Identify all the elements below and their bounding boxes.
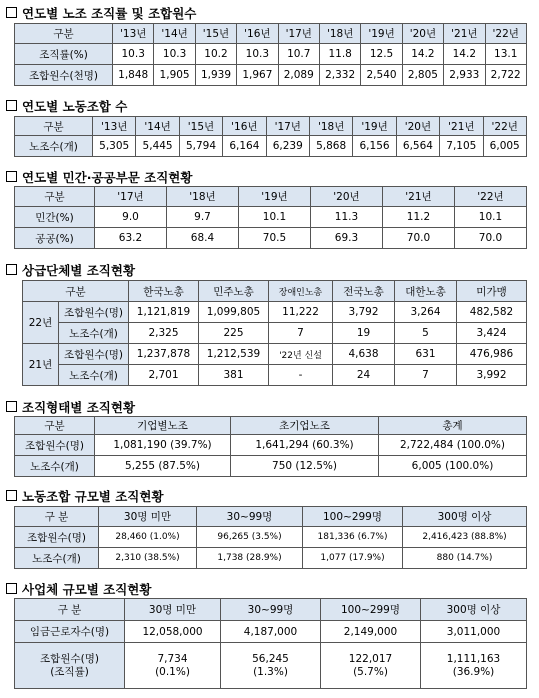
checkbox-square-icon — [6, 100, 17, 111]
header-cell: 대한노총 — [395, 281, 457, 302]
row-label: 노조수(개) — [59, 365, 129, 386]
table-cell: 1,905 — [154, 65, 195, 86]
table-cell: 2,722,484 (100.0%) — [379, 435, 527, 456]
table-cell: 5,255 (87.5%) — [95, 456, 231, 477]
table-cell: 11.8 — [319, 44, 360, 65]
header-cell: 30~99명 — [221, 599, 321, 621]
table-cell: 1,111,163 (36.9%) — [421, 643, 527, 689]
table-cell: 11,222 — [269, 302, 333, 323]
header-cell: '17년 — [95, 187, 167, 207]
table-cell: 5,868 — [309, 136, 352, 157]
header-cell: '13년 — [93, 117, 136, 136]
table-cell: 14.2 — [402, 44, 443, 65]
row-label: 조합원수(명) — [15, 435, 95, 456]
table-row — [15, 621, 527, 643]
table-cell: 5,305 — [93, 136, 136, 157]
table-row — [15, 643, 527, 689]
table-header-row — [15, 117, 527, 136]
table-cell: 2,933 — [444, 65, 485, 86]
table-row — [23, 302, 527, 323]
table-cell: 225 — [199, 323, 269, 344]
table-cell: 2,540 — [361, 65, 402, 86]
table-cell: 1,077 (17.9%) — [303, 548, 403, 569]
table-cell: 12,058,000 — [125, 621, 221, 643]
header-cell: '16년 — [223, 117, 266, 136]
table-header-row — [15, 24, 527, 44]
table-cell: 14.2 — [444, 44, 485, 65]
table-cell: 11.2 — [383, 207, 455, 228]
header-cell: '22년 — [455, 187, 527, 207]
table-row — [15, 65, 527, 86]
header-cell: 민주노총 — [199, 281, 269, 302]
table-cell: 6,564 — [396, 136, 439, 157]
table-cell: 1,237,878 — [129, 344, 199, 365]
row-label: 조합원수(명) — [59, 344, 129, 365]
table-cell: 2,310 (38.5%) — [99, 548, 197, 569]
row-label: 조직률(%) — [15, 44, 113, 65]
header-cell: 초기업노조 — [231, 417, 379, 435]
table-cell: 2,805 — [402, 65, 443, 86]
table-cell: 9.0 — [95, 207, 167, 228]
header-cell: '20년 — [402, 24, 443, 44]
row-label: 민간(%) — [15, 207, 95, 228]
table-cell: 24 — [333, 365, 395, 386]
header-cell: '18년 — [319, 24, 360, 44]
table-cell: 63.2 — [95, 228, 167, 249]
header-cell: 기업별노조 — [95, 417, 231, 435]
header-cell: 구 분 — [15, 507, 99, 527]
header-cell: 장애인노총 — [269, 281, 333, 302]
table-cell: 6,164 — [223, 136, 266, 157]
table-cell: 880 (14.7%) — [403, 548, 527, 569]
table-row — [15, 548, 527, 569]
section-title-union-count: 연도별 노동조합 수 — [6, 97, 127, 115]
table-federation — [22, 280, 527, 386]
table-row — [23, 323, 527, 344]
header-cell: 구분 — [23, 281, 129, 302]
table-cell: 70.0 — [455, 228, 527, 249]
header-cell: 총계 — [379, 417, 527, 435]
table-cell: 1,641,294 (60.3%) — [231, 435, 379, 456]
header-cell: '22년 — [485, 24, 526, 44]
table-cell: 3,992 — [457, 365, 527, 386]
table-cell: 10.1 — [239, 207, 311, 228]
header-cell: 300명 이상 — [403, 507, 527, 527]
table-cell: 631 — [395, 344, 457, 365]
table-row — [15, 456, 527, 477]
row-label: 조합원수(명) (조직률) — [15, 643, 125, 689]
table-cell: 56,245 (1.3%) — [221, 643, 321, 689]
table-cell: 122,017 (5.7%) — [321, 643, 421, 689]
header-cell: '13년 — [113, 24, 154, 44]
table-cell: 7,105 — [440, 136, 483, 157]
table-row — [15, 136, 527, 157]
section-title-org-type: 조직형태별 조직현황 — [6, 398, 135, 416]
table-cell: 6,005 — [483, 136, 526, 157]
header-cell: 미가맹 — [457, 281, 527, 302]
header-cell: 전국노총 — [333, 281, 395, 302]
table-cell: 9.7 — [167, 207, 239, 228]
section-title-workplace-size: 사업체 규모별 조직현황 — [6, 580, 151, 598]
table-cell: 3,264 — [395, 302, 457, 323]
table-cell: 70.5 — [239, 228, 311, 249]
table-cell: 10.2 — [195, 44, 236, 65]
table-row — [15, 435, 527, 456]
table-row — [15, 44, 527, 65]
table-cell: 2,089 — [278, 65, 319, 86]
table-cell: 1,848 — [113, 65, 154, 86]
table-cell: 28,460 (1.0%) — [99, 527, 197, 548]
table-cell: 1,967 — [237, 65, 278, 86]
table-cell: 3,011,000 — [421, 621, 527, 643]
header-cell: 구 분 — [15, 599, 125, 621]
header-cell: '18년 — [309, 117, 352, 136]
table-cell: 2,701 — [129, 365, 199, 386]
table-cell: 4,187,000 — [221, 621, 321, 643]
row-label: 노조수(개) — [15, 548, 99, 569]
table-cell: 2,332 — [319, 65, 360, 86]
table-cell: 10.3 — [237, 44, 278, 65]
row-label: 노조수(개) — [59, 323, 129, 344]
header-cell: '19년 — [239, 187, 311, 207]
header-cell: '14년 — [154, 24, 195, 44]
table-cell: 5,794 — [179, 136, 222, 157]
header-cell: '15년 — [179, 117, 222, 136]
year-label-22: 22년 — [23, 302, 59, 344]
header-cell: '18년 — [167, 187, 239, 207]
section-title-union-rate: 연도별 노조 조직률 및 조합원수 — [6, 4, 196, 22]
checkbox-square-icon — [6, 7, 17, 18]
table-cell: 6,156 — [353, 136, 396, 157]
table-cell: 1,939 — [195, 65, 236, 86]
table-cell: 1,121,819 — [129, 302, 199, 323]
header-cell: 구분 — [15, 24, 113, 44]
table-row — [23, 365, 527, 386]
checkbox-square-icon — [6, 583, 17, 594]
table-row — [23, 344, 527, 365]
row-label: 조합원수(명) — [15, 527, 99, 548]
row-label: 조합원수(명) — [59, 302, 129, 323]
checkbox-square-icon — [6, 490, 17, 501]
checkbox-square-icon — [6, 171, 17, 182]
table-union-rate — [14, 23, 527, 86]
table-cell: 69.3 — [311, 228, 383, 249]
header-cell: 100~299명 — [303, 507, 403, 527]
table-cell: 96,265 (3.5%) — [197, 527, 303, 548]
table-cell: 750 (12.5%) — [231, 456, 379, 477]
table-cell: 181,336 (6.7%) — [303, 527, 403, 548]
table-cell: 476,986 — [457, 344, 527, 365]
table-cell: 10.3 — [113, 44, 154, 65]
table-cell: 7,734 (0.1%) — [125, 643, 221, 689]
table-cell: 482,582 — [457, 302, 527, 323]
section-title-public-private: 연도별 민간·공공부문 조직현황 — [6, 168, 192, 186]
table-cell: 1,212,539 — [199, 344, 269, 365]
header-cell: '19년 — [353, 117, 396, 136]
row-label: 임금근로자수(명) — [15, 621, 125, 643]
section-title-federation: 상급단체별 조직현황 — [6, 261, 135, 279]
table-cell: 2,325 — [129, 323, 199, 344]
row-label: 노조수(개) — [15, 136, 93, 157]
table-cell: 12.5 — [361, 44, 402, 65]
table-cell: 2,416,423 (88.8%) — [403, 527, 527, 548]
table-cell: 10.3 — [154, 44, 195, 65]
row-label: 조합원수(천명) — [15, 65, 113, 86]
table-header-row — [15, 187, 527, 207]
table-row — [15, 228, 527, 249]
row-label: 공공(%) — [15, 228, 95, 249]
header-cell: 한국노총 — [129, 281, 199, 302]
header-cell: '17년 — [278, 24, 319, 44]
header-cell: '20년 — [311, 187, 383, 207]
header-cell: '22년 — [483, 117, 526, 136]
table-cell: 68.4 — [167, 228, 239, 249]
table-cell: '22년 신설 — [269, 344, 333, 365]
table-header-row — [15, 417, 527, 435]
header-cell: '21년 — [440, 117, 483, 136]
year-label-21: 21년 — [23, 344, 59, 386]
table-cell: 5,445 — [136, 136, 179, 157]
table-cell: 70.0 — [383, 228, 455, 249]
header-cell: 30~99명 — [197, 507, 303, 527]
header-cell: '17년 — [266, 117, 309, 136]
table-cell: 1,738 (28.9%) — [197, 548, 303, 569]
header-cell: 30명 미만 — [99, 507, 197, 527]
header-cell: '21년 — [444, 24, 485, 44]
table-header-row — [23, 281, 527, 302]
table-public-private — [14, 186, 527, 249]
header-cell: 100~299명 — [321, 599, 421, 621]
table-cell: 19 — [333, 323, 395, 344]
table-cell: 10.1 — [455, 207, 527, 228]
checkbox-square-icon — [6, 264, 17, 275]
header-cell: '15년 — [195, 24, 236, 44]
table-header-row — [15, 599, 527, 621]
header-cell: '21년 — [383, 187, 455, 207]
table-cell: 2,722 — [485, 65, 526, 86]
checkbox-square-icon — [6, 401, 17, 412]
header-cell: 구분 — [15, 417, 95, 435]
table-cell: 2,149,000 — [321, 621, 421, 643]
table-cell: 13.1 — [485, 44, 526, 65]
row-label: 노조수(개) — [15, 456, 95, 477]
header-cell: 구분 — [15, 117, 93, 136]
header-cell: '19년 — [361, 24, 402, 44]
header-cell: 30명 미만 — [125, 599, 221, 621]
table-cell: 5 — [395, 323, 457, 344]
table-row — [15, 527, 527, 548]
table-cell: 6,005 (100.0%) — [379, 456, 527, 477]
table-cell: 3,792 — [333, 302, 395, 323]
table-cell: 6,239 — [266, 136, 309, 157]
table-row — [15, 207, 527, 228]
table-cell: 1,099,805 — [199, 302, 269, 323]
table-cell: 7 — [395, 365, 457, 386]
header-cell: 300명 이상 — [421, 599, 527, 621]
table-cell: 1,081,190 (39.7%) — [95, 435, 231, 456]
header-cell: '14년 — [136, 117, 179, 136]
table-org-type — [14, 416, 527, 477]
table-union-count — [14, 116, 527, 157]
table-header-row — [15, 507, 527, 527]
header-cell: '20년 — [396, 117, 439, 136]
table-cell: 11.3 — [311, 207, 383, 228]
table-cell: 3,424 — [457, 323, 527, 344]
table-union-size — [14, 506, 527, 569]
table-cell: 381 — [199, 365, 269, 386]
table-cell: 10.7 — [278, 44, 319, 65]
section-title-union-size: 노동조합 규모별 조직현황 — [6, 487, 164, 505]
table-cell: - — [269, 365, 333, 386]
table-cell: 7 — [269, 323, 333, 344]
header-cell: '16년 — [237, 24, 278, 44]
table-cell: 4,638 — [333, 344, 395, 365]
header-cell: 구분 — [15, 187, 95, 207]
table-workplace-size — [14, 598, 527, 689]
